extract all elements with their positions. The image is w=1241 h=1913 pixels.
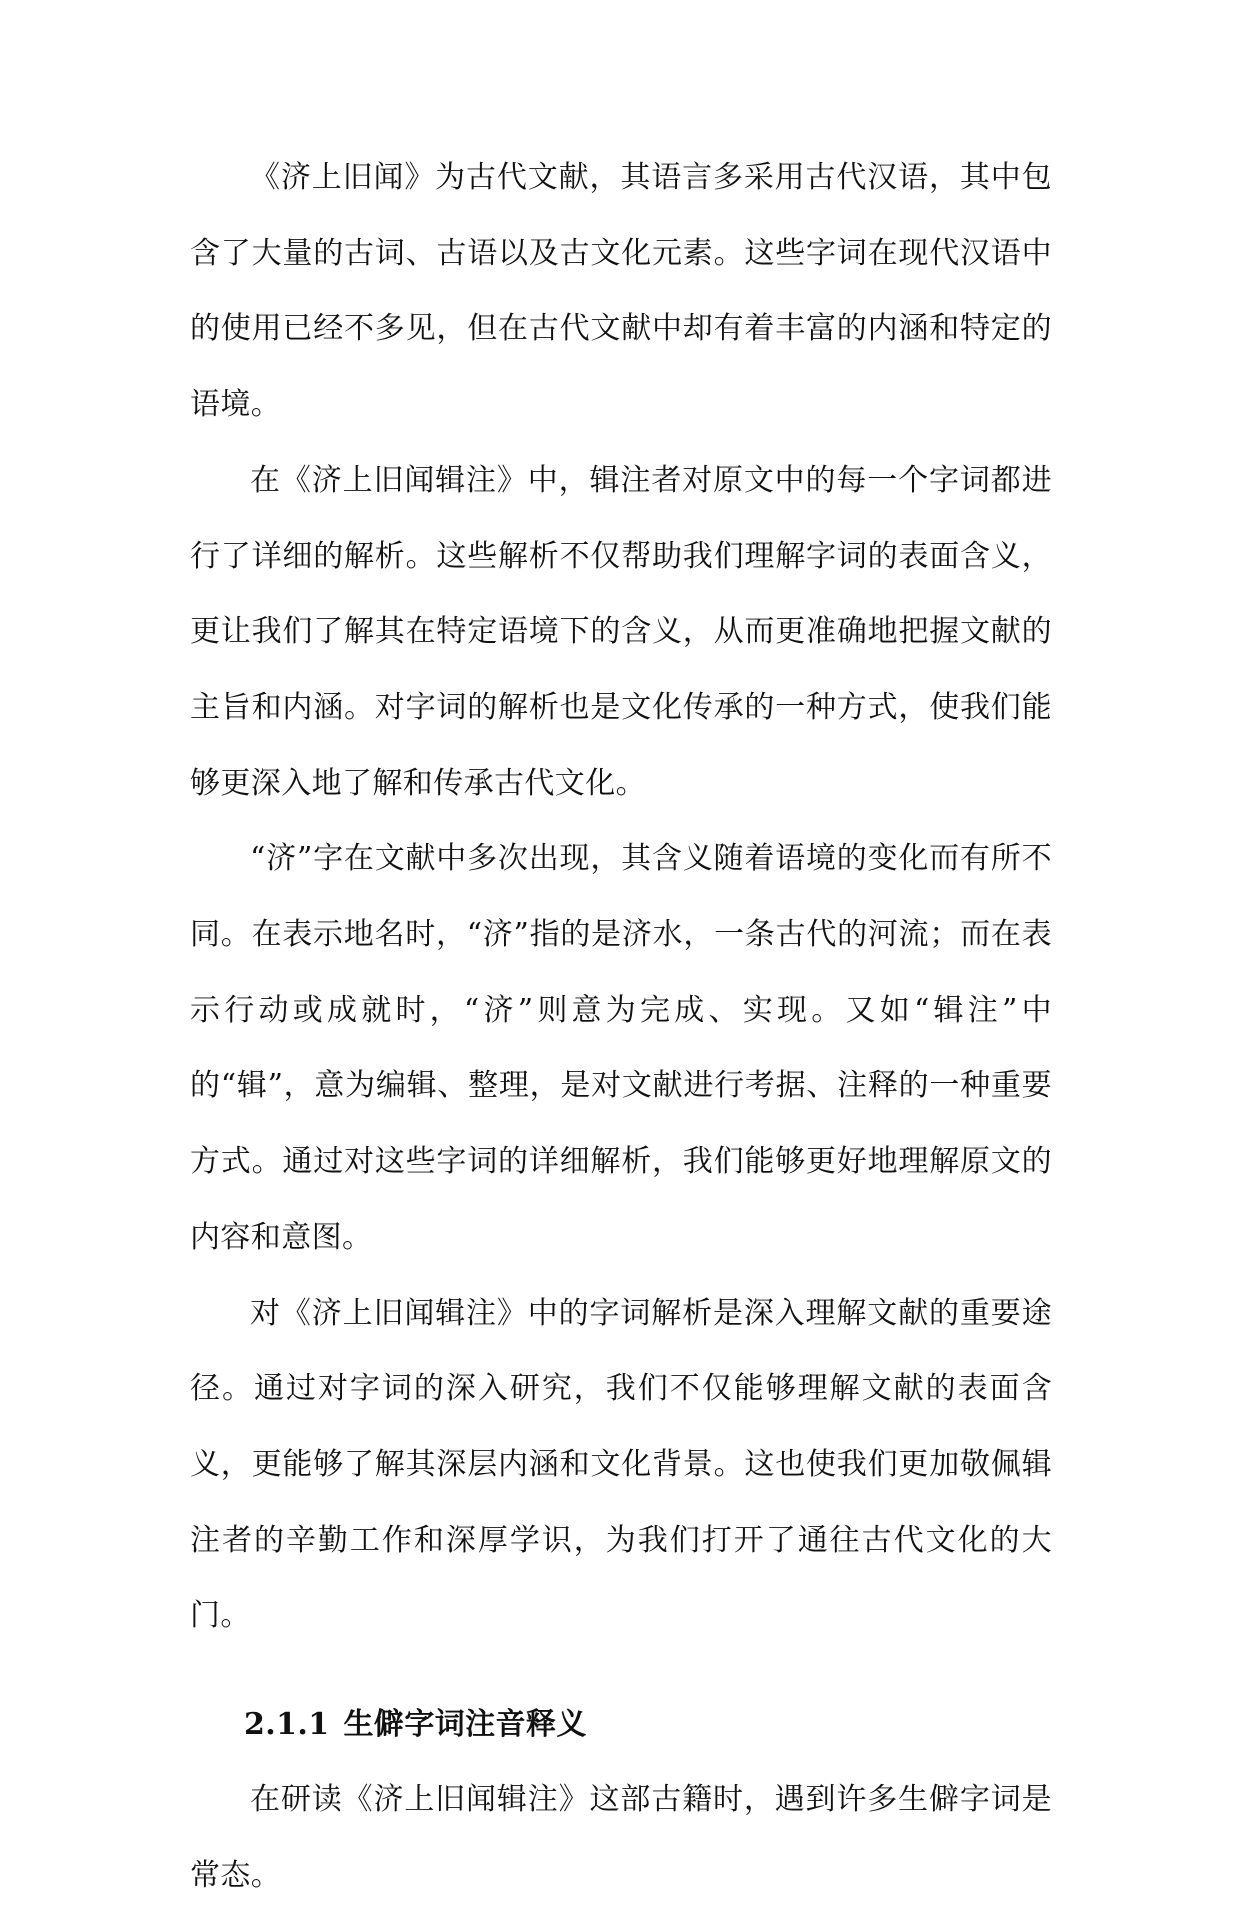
paragraph-5: 在研读《济上旧闻辑注》这部古籍时，遇到许多生僻字词是常态。 — [190, 1782, 1052, 1893]
paragraph-3: “济”字在文献中多次出现，其含义随着语境的变化而有所不同。在表示地名时，“济”指的是济水，一条古代的河流；而在表示行动或成就时，“济”则意为完成、实现。又如“辑注”中的“辑”，意为编辑、整理，是对文献进行考据、注释的一种重要方式。通过对这些字词的详细解析，我们能够更好地理解原文的内容和意图。 — [190, 841, 1052, 1255]
paragraph-2: 在《济上旧闻辑注》中，辑注者对原文中的每一个字词都进行了详细的解析。这些解析不仅帮助我们理解字词的表面含义，更让我们了解其在特定语境下的含义，从而更准确地把握文献的主旨和内涵。对字词的解析也是文化传承的一种方式，使我们能够更深入地了解和传承古代文化。 — [190, 462, 1052, 801]
paragraph-4: 对《济上旧闻辑注》中的字词解析是深入理解文献的重要途径。通过对字词的深入研究，我们不仅能够理解文献的表面含义，更能够了解其深层内涵和文化背景。这也使我们更加敬佩辑注者的辛勤工作和深厚学识，为我们打开了通往古代文化的大门。 — [190, 1295, 1052, 1634]
section-title: 生僻字词注音释义 — [343, 1707, 587, 1743]
section-heading — [190, 1687, 1052, 1762]
section-number: 2.1.1 — [244, 1707, 330, 1743]
body-text — [190, 140, 1052, 1913]
paragraph-1: 《济上旧闻》为古代文献，其语言多采用古代汉语，其中包含了大量的古词、古语以及古文化元素。这些字词在现代汉语中的使用已经不多见，但在古代文献中却有着丰富的内涵和特定的语境。 — [190, 160, 1052, 423]
